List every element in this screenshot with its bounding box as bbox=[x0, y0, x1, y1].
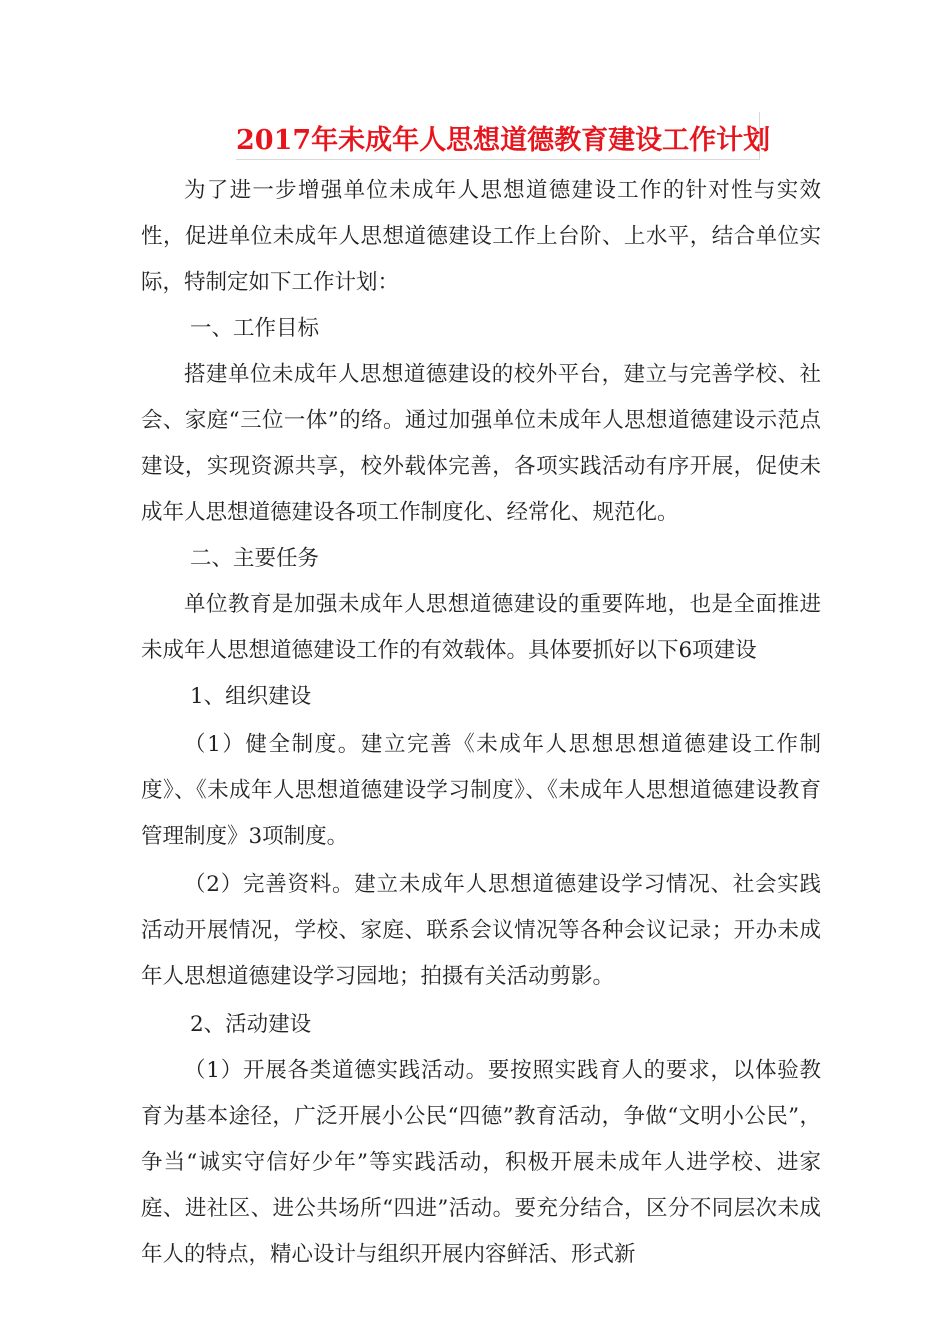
heading-organization: 1、组织建设 bbox=[190, 684, 312, 709]
document-title: 2017年未成年人思想道德教育建设工作计划 bbox=[236, 125, 771, 156]
paragraph-organization-1: （1）健全制度。建立完善《未成年人思想思想道德建设工作制度》、《未成年人思想道德建设学习制度》、《未成年人思想道德建设教育管理制度》3项制度。 bbox=[141, 732, 821, 849]
title-box bbox=[236, 112, 771, 160]
paragraph-tasks: 单位教育是加强未成年人思想道德建设的重要阵地，也是全面推进未成年人思想道德建设工作的有效载体。具体要抓好以下6项建设 bbox=[141, 592, 821, 663]
paragraph-goals: 搭建单位未成年人思想道德建设的校外平台，建立与完善学校、社会、家庭“三位一体”的络。通过加强单位未成年人思想道德建设示范点建设，实现资源共享，校外载体完善，各项实践活动有序开展，促使未成年人思想道德建设各项工作制度化、经常化、规范化。 bbox=[141, 362, 821, 525]
paragraph-intro: 为了进一步增强单位未成年人思想道德建设工作的针对性与实效性，促进单位未成年人思想道德建设工作上台阶、上水平，结合单位实际，特制定如下工作计划： bbox=[141, 178, 821, 295]
paragraph-activities-1: （1）开展各类道德实践活动。要按照实践育人的要求，以体验教育为基本途径，广泛开展小公民“四德”教育活动，争做“文明小公民”，争当“诚实守信好少年”等实践活动，积极开展未成年人进学校、进家庭、进社区、进公共场所“四进”活动。要充分结合，区分不同层次未成年人的特点，精心设计与组织开展内容鲜活、形式新 bbox=[141, 1058, 821, 1267]
heading-tasks: 二、主要任务 bbox=[190, 546, 320, 571]
paragraph-organization-2: （2）完善资料。建立未成年人思想道德建设学习情况、社会实践活动开展情况，学校、家庭、联系会议情况等各种会议记录；开办未成年人思想道德建设学习园地；拍摄有关活动剪影。 bbox=[141, 872, 821, 989]
document-body bbox=[141, 168, 821, 1278]
heading-activities: 2、活动建设 bbox=[190, 1012, 312, 1037]
heading-goals: 一、工作目标 bbox=[190, 316, 320, 341]
